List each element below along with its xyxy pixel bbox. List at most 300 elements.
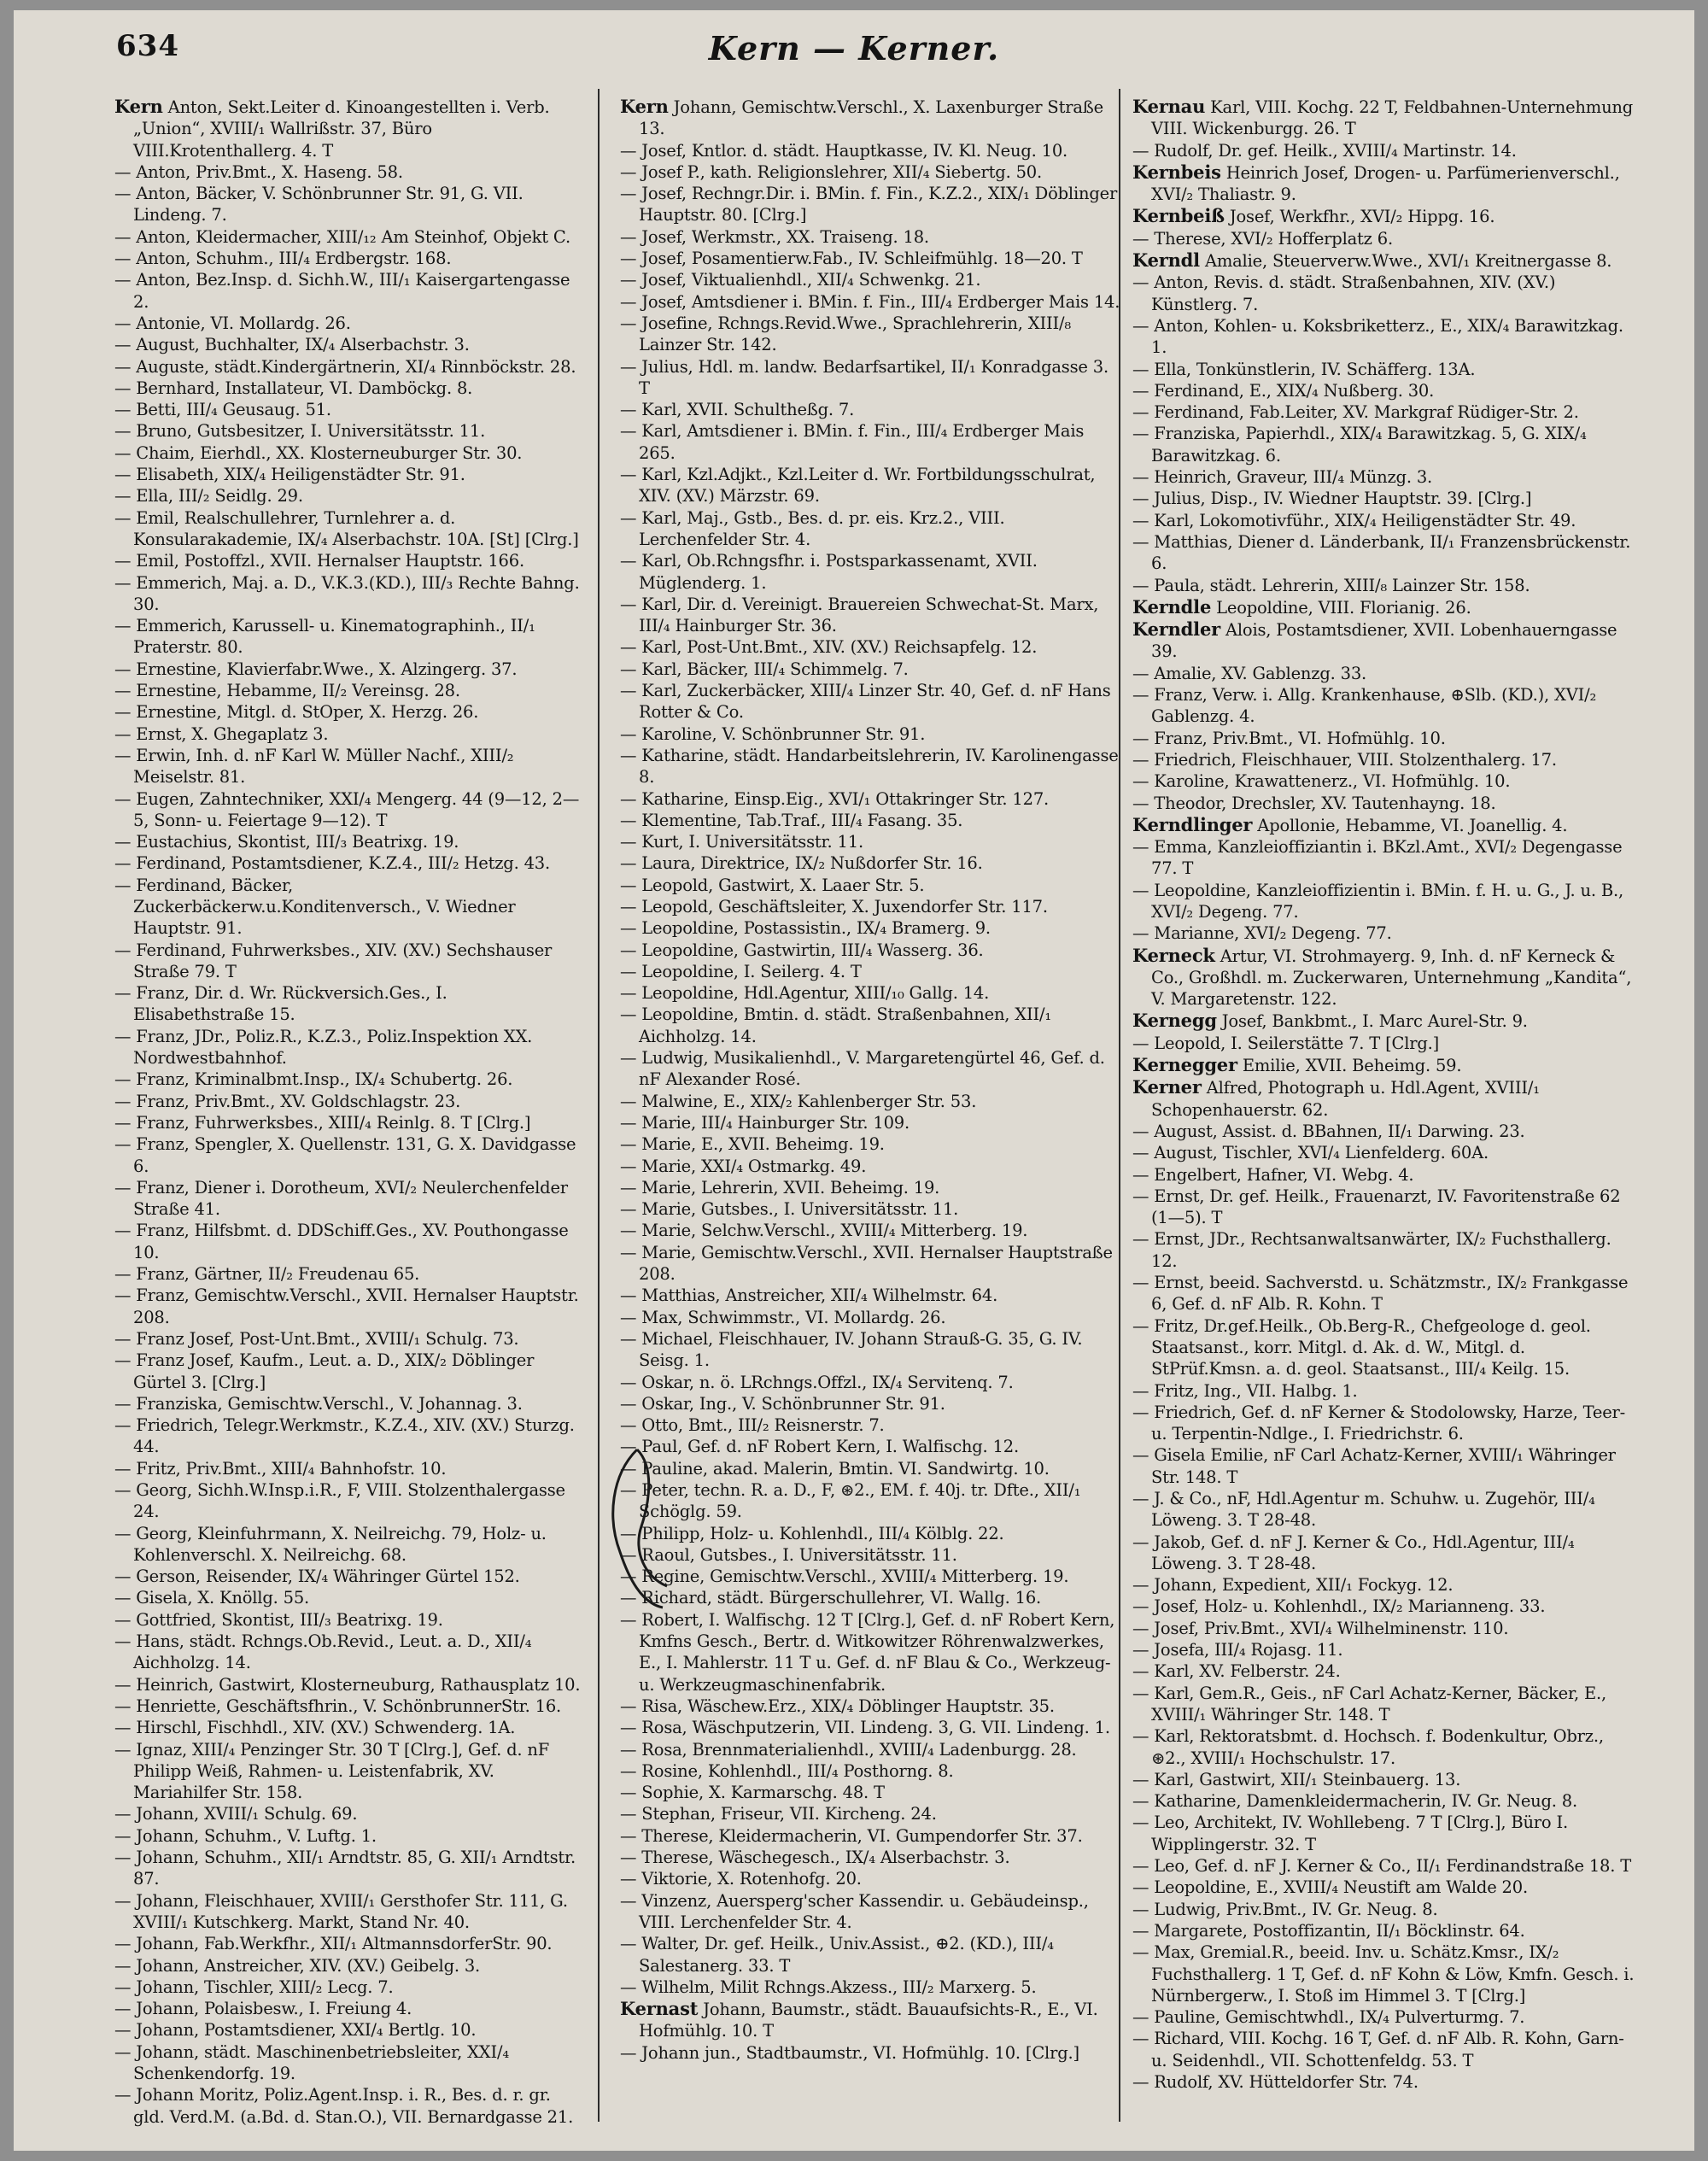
entry-text: — Ernestine, Mitgl. d. StOper, X. Herzg. 26.	[114, 702, 479, 723]
directory-entry	[620, 183, 1124, 226]
directory-entry	[620, 788, 1124, 810]
directory-entry	[114, 378, 582, 399]
entry-text: — Karl, Bäcker, III/₄ Schimmelg. 7.	[620, 659, 909, 679]
directory-entry	[114, 982, 582, 1026]
directory-entry	[114, 1263, 582, 1285]
entry-text: — Karl, Gem.R., Geis., nF Carl Achatz-Kerner, Bäcker, E., XVIII/₁ Währinger Str. 148. T	[1132, 1683, 1606, 1725]
entry-text: — Paul, Gef. d. nF Robert Kern, I. Walfischg. 12.	[620, 1437, 1019, 1457]
directory-entry	[620, 1739, 1124, 1760]
entry-text: — Johann, Anstreicher, XIV. (XV.) Geibelg. 3.	[114, 1955, 481, 1976]
entry-text: — August, Tischler, XVI/₄ Lienfelderg. 60A.	[1132, 1143, 1489, 1163]
entry-text: — Heinrich, Graveur, III/₄ Münzg. 3.	[1132, 467, 1433, 488]
entry-text: — Ferdinand, Fuhrwerksbes., XIV. (XV.) Sechshauser Straße 79. T	[114, 940, 553, 981]
entry-text: — Friedrich, Telegr.Werkmstr., K.Z.4., XIV. (XV.) Sturzg. 44.	[114, 1415, 575, 1457]
entry-text: Josef, Bankbmt., I. Marc Aurel-Str. 9.	[1216, 1011, 1528, 1032]
entry-text: — Ludwig, Priv.Bmt., IV. Gr. Neug. 8.	[1132, 1899, 1438, 1919]
directory-entry	[620, 1566, 1124, 1587]
entry-text: — Anton, Revis. d. städt. Straßenbahnen, XIV. (XV.) Künstlerg. 7.	[1132, 272, 1556, 314]
directory-entry	[620, 550, 1124, 594]
directory-entry	[114, 1955, 582, 1977]
directory-entry	[1132, 663, 1636, 684]
directory-entry	[1132, 1683, 1636, 1726]
directory-entry	[1132, 1899, 1636, 1920]
directory-entry	[620, 2042, 1124, 2064]
directory-entry	[620, 1933, 1124, 1977]
entry-text: — Oskar, n. ö. LRchngs.Offzl., IX/₄ Servitenq. 7.	[620, 1372, 1014, 1392]
entry-text: Emilie, XVII. Beheimg. 59.	[1237, 1056, 1462, 1076]
directory-entry	[114, 226, 582, 248]
entry-text: — Franz, Priv.Bmt., VI. Hofmühlg. 10.	[1132, 728, 1446, 748]
entry-text: — Karl, XVII. Schultheßg. 7.	[620, 400, 855, 420]
surname: Kerneck	[1132, 944, 1215, 966]
directory-entry	[114, 1631, 582, 1674]
directory-entry	[620, 1133, 1124, 1155]
entry-text: — Anton, Kleidermacher, XIII/₁₂ Am Steinhof, Objekt C.	[114, 226, 570, 247]
directory-entry	[114, 399, 582, 420]
directory-entry	[1132, 1186, 1636, 1229]
directory-entry	[114, 831, 582, 852]
entry-text: — Karoline, V. Schönbrunner Str. 91.	[620, 723, 926, 744]
entry-text: Apollonie, Hebamme, VI. Joanellig. 4.	[1252, 815, 1568, 835]
entry-text: — Ella, III/₂ Seidlg. 29.	[114, 486, 303, 507]
directory-entry-heading	[620, 96, 1124, 140]
entry-text: — Karl, Rektoratsbmt. d. Hochsch. f. Bodenkultur, Obrz., ⊛2., XVIII/₁ Hochschulstr. 17.	[1132, 1726, 1604, 1768]
directory-entry	[620, 1177, 1124, 1198]
entry-text: — Marianne, XVI/₂ Degeng. 77.	[1132, 923, 1392, 944]
directory-entry	[620, 680, 1124, 723]
entry-text: — Paula, städt. Lehrerin, XIII/₈ Lainzer Str. 158.	[1132, 575, 1530, 595]
entry-text: — Johann, Expedient, XII/₁ Fockyg. 12.	[1132, 1575, 1454, 1596]
directory-entry	[114, 2041, 582, 2085]
entry-text: — Leopold, Gastwirt, X. Laaer Str. 5.	[620, 875, 925, 895]
entry-text: — Vinzenz, Auersperg'scher Kassendir. u. Gebäudeinsp., VIII. Lerchenfelder Str. 4.	[620, 1890, 1089, 1932]
directory-entry	[1132, 2028, 1636, 2071]
entry-text: — Klementine, Tab.Traf., III/₄ Fasang. 35.	[620, 810, 963, 830]
entry-text: — Margarete, Postoffizantin, II/₁ Böcklinstr. 64.	[1132, 1920, 1525, 1941]
entry-text: — Raoul, Gutsbes., I. Universitätsstr. 11.	[620, 1544, 957, 1565]
page-title: Kern — Kerner.	[708, 29, 1000, 67]
entry-text: — Ferdinand, Fab.Leiter, XV. Markgraf Rüdiger-Str. 2.	[1132, 402, 1579, 423]
directory-entry	[620, 248, 1124, 269]
entry-text: — Johann, Tischler, XIII/₂ Lecg. 7.	[114, 1977, 394, 1997]
directory-entry	[114, 248, 582, 269]
entry-text: — Therese, XVI/₂ Hofferplatz 6.	[1132, 228, 1393, 249]
directory-entry	[1132, 793, 1636, 814]
entry-text: — Franz, Fuhrwerksbes., XIII/₄ Reinlg. 8. T [Clrg.]	[114, 1112, 531, 1133]
entry-text: — Friedrich, Fleischhauer, VIII. Stolzenthalerg. 17.	[1132, 749, 1557, 770]
directory-entry	[620, 1825, 1124, 1847]
directory-entry	[1132, 531, 1636, 575]
directory-entry	[620, 313, 1124, 356]
directory-entry	[1132, 1725, 1636, 1769]
entry-text: — Peter, techn. R. a. D., F, ⊛2., EM. f. 40j. tr. Dfte., XII/₁ Schöglg. 59.	[620, 1480, 1081, 1522]
entry-text: Artur, VI. Strohmayerg. 9, Inh. d. nF Kerneck & Co., Großhdl. m. Zuckerwaren, Unternehmung „Kandita“, V. Margaretenstr. 122.	[1151, 946, 1632, 1010]
directory-entry	[620, 1198, 1124, 1220]
entry-text: — Michael, Fleischhauer, IV. Johann Strauß-G. 35, G. IV. Seisg. 1.	[620, 1328, 1083, 1371]
directory-entry	[1132, 1769, 1636, 1790]
entry-text: — Franz, Priv.Bmt., XV. Goldschlagstr. 23.	[114, 1091, 461, 1111]
directory-entry	[114, 2019, 582, 2041]
entry-text: — Karl, Lokomotivführ., XIX/₄ Heiligenstädter Str. 49.	[1132, 510, 1576, 530]
directory-entry	[1132, 684, 1636, 728]
directory-entry	[114, 1414, 582, 1458]
entry-text: — Richard, städt. Bürgerschullehrer, VI. Wallg. 16.	[620, 1588, 1042, 1608]
entry-text: — Karl, Dir. d. Vereinigt. Brauereien Schwechat-St. Marx, III/₄ Hainburger Str. 36.	[620, 594, 1099, 636]
directory-entry	[1132, 2006, 1636, 2028]
entry-text: — Franz, Verw. i. Allg. Krankenhause, ⊕Slb. (KD.), XVI/₂ Gablenzg. 4.	[1132, 685, 1597, 727]
entry-text: — Georg, Kleinfuhrmann, X. Neilreichg. 79, Holz- u. Kohlenverschl. X. Neilreichg. 68.	[114, 1523, 547, 1565]
entry-text: — Pauline, akad. Malerin, Bmtin. VI. Sandwirtg. 10.	[620, 1458, 1050, 1479]
surname: Kerndle	[1132, 595, 1212, 618]
entry-text: — Leopold, Geschäftsleiter, X. Juxendorfer Str. 117.	[620, 896, 1048, 917]
directory-entry	[1132, 1228, 1636, 1272]
entry-text: — Johann, Polaisbesw., I. Freiung 4.	[114, 1999, 412, 2019]
entry-text: — Franz, Gemischtw.Verschl., XVII. Hernalser Hauptstr. 208.	[114, 1285, 579, 1327]
directory-entry	[114, 356, 582, 378]
directory-entry	[114, 1674, 582, 1695]
entry-text: Alfred, Photograph u. Hdl.Agent, XVIII/₁ Schopenhauerstr. 62.	[1151, 1078, 1540, 1120]
directory-entry	[620, 399, 1124, 420]
directory-entry	[114, 1177, 582, 1221]
entry-text: — Ferdinand, Bäcker, Zuckerbäckerw.u.Konditenversch., V. Wiedner Hauptstr. 91.	[114, 875, 516, 939]
directory-entry	[114, 183, 582, 226]
directory-entry	[620, 1695, 1124, 1717]
entry-text: — Marie, Lehrerin, XVII. Beheimg. 19.	[620, 1177, 940, 1198]
directory-entry	[620, 1091, 1124, 1112]
entry-text: — Eugen, Zahntechniker, XXI/₄ Mengerg. 44 (9—12, 2—5, Sonn- u. Feiertage 9—12). T	[114, 788, 580, 830]
directory-entry	[114, 1890, 582, 1934]
surname: Kernegg	[1132, 1010, 1217, 1032]
directory-entry	[620, 1112, 1124, 1133]
directory-entry	[620, 1393, 1124, 1414]
directory-entry-heading	[1132, 618, 1636, 663]
directory-entry	[114, 2084, 582, 2128]
directory-entry	[114, 550, 582, 571]
entry-text: — Georg, Sichh.W.Insp.i.R., F, VIII. Stolzenthalergasse 24.	[114, 1480, 565, 1522]
entry-text: — Emil, Realschullehrer, Turnlehrer a. d. Konsularakademie, IX/₄ Alserbachstr. 10A. [St] [Clrg.]	[114, 507, 579, 549]
entry-text: Johann, Gemischtw.Verschl., X. Laxenburger Straße 13.	[639, 97, 1103, 139]
directory-entry	[620, 1372, 1124, 1393]
directory-entry	[1132, 140, 1636, 161]
entry-text: — Franz Josef, Post-Unt.Bmt., XVIII/₁ Schulg. 73.	[114, 1328, 519, 1349]
directory-entry	[114, 1133, 582, 1177]
entry-text: — Leopoldine, Gastwirtin, III/₄ Wasserg. 36.	[620, 940, 984, 960]
entry-text: — Leopoldine, Hdl.Agentur, XIII/₁₀ Gallg. 14.	[620, 983, 990, 1004]
entry-text: — Marie, III/₄ Hainburger Str. 109.	[620, 1112, 910, 1133]
entry-text: — Josefa, III/₄ Rojasg. 11.	[1132, 1640, 1343, 1660]
entry-text: — Walter, Dr. gef. Heilk., Univ.Assist., ⊕2. (KD.), III/₄ Salestanerg. 33. T	[620, 1934, 1054, 1976]
directory-entry	[620, 1047, 1124, 1091]
entry-text: — Elisabeth, XIX/₄ Heiligenstädter Str. 91.	[114, 465, 465, 485]
surname: Kerndler	[1132, 618, 1220, 641]
entry-text: — Marie, Selchw.Verschl., XVIII/₄ Mitterberg. 19.	[620, 1221, 1028, 1241]
entry-text: — Matthias, Diener d. Länderbank, II/₁ Franzensbrückenstr. 6.	[1132, 531, 1631, 574]
column-divider	[598, 89, 600, 2122]
column-3	[1132, 96, 1636, 2103]
entry-text: — Max, Schwimmstr., VI. Mollardg. 26.	[620, 1307, 946, 1327]
entry-text: — Karl, Amtsdiener i. BMin. f. Fin., III/₄ Erdberger Mais 265.	[620, 421, 1085, 463]
entry-text: — Franz, Kriminalbmt.Insp., IX/₄ Schubertg. 26.	[114, 1069, 513, 1090]
entry-text: — Henriette, Geschäftsfhrin., V. SchönbrunnerStr. 16.	[114, 1695, 562, 1716]
directory-entry	[620, 917, 1124, 939]
directory-entry	[620, 1458, 1124, 1479]
entry-text: — Johann Moritz, Poliz.Agent.Insp. i. R., Bes. d. r. gr. gld. Verd.M. (a.Bd. d. Stan.O.), VII. Bernardgasse 21.	[114, 2085, 574, 2127]
entry-text: — Josef, Werkmstr., XX. Traiseng. 18.	[620, 226, 929, 247]
entry-text: — Johann, städt. Maschinenbetriebsleiter, XXI/₄ Schenkendorfg. 19.	[114, 2041, 509, 2084]
directory-entry	[114, 1069, 582, 1090]
directory-entry	[620, 161, 1124, 183]
entry-text: — Josef, Viktualienhdl., XII/₄ Schwenkg. 21.	[620, 270, 981, 290]
entry-text: — Engelbert, Hafner, VI. Webg. 4.	[1132, 1164, 1414, 1185]
pen-scribble-mark	[603, 1441, 680, 1612]
surname: Kernbeis	[1132, 161, 1221, 183]
directory-entry	[114, 1458, 582, 1479]
entry-text: — Josef, Priv.Bmt., XVI/₄ Wilhelminenstr. 110.	[1132, 1618, 1509, 1638]
directory-entry	[620, 1587, 1124, 1608]
entry-text: — Katharine, Einsp.Eig., XVI/₁ Ottakringer Str. 127.	[620, 788, 1050, 809]
directory-entry	[1132, 315, 1636, 359]
directory-entry	[620, 745, 1124, 788]
directory-entry	[620, 291, 1124, 313]
directory-entry-heading	[1132, 596, 1636, 618]
entry-text: — Hans, städt. Rchngs.Ob.Revid., Leut. a. D., XII/₄ Aichholzg. 14.	[114, 1631, 532, 1673]
entry-text: — August, Assist. d. BBahnen, II/₁ Darwing. 23.	[1132, 1121, 1525, 1141]
directory-entry-heading	[1132, 945, 1636, 1010]
directory-entry	[114, 1523, 582, 1567]
directory-entry	[114, 1026, 582, 1069]
entry-text: — Gisela Emilie, nF Carl Achatz-Kerner, XVIII/₁ Währinger Str. 148. T	[1132, 1445, 1616, 1487]
entry-text: — Franziska, Papierhdl., XIX/₄ Barawitzkag. 5, G. XIX/₄ Barawitzkag. 6.	[1132, 424, 1587, 466]
directory-entry	[114, 1479, 582, 1523]
directory-entry	[620, 1760, 1124, 1782]
entry-text: — Karoline, Krawattenerz., VI. Hofmühlg. 10.	[1132, 771, 1511, 792]
entry-text: — Ferdinand, Postamtsdiener, K.Z.4., III/₂ Hetzg. 43.	[114, 853, 550, 874]
directory-entry	[1132, 466, 1636, 488]
entry-text: — Erwin, Inh. d. nF Karl W. Müller Nachf., XIII/₂ Meiselstr. 81.	[114, 745, 514, 788]
directory-entry-heading	[1132, 161, 1636, 206]
entry-text: — Leo, Architekt, IV. Wohllebeng. 7 T [Clrg.], Büro I. Wipplingerstr. 32. T	[1132, 1813, 1568, 1854]
entry-text: — Fritz, Dr.gef.Heilk., Ob.Berg-R., Chefgeologe d. geol. Staatsanst., korr. Mitgl. d. Ak. d. W., Mitgl. d. StPrüf.Kmsn. a. d. geol. Staatsanst., III/₄ Keilg. 15.	[1132, 1315, 1591, 1379]
entry-text: — Therese, Wäschegesch., IX/₄ Alserbachstr. 3.	[620, 1848, 1010, 1868]
entry-text: — Ella, Tonkünstlerin, IV. Schäfferg. 13A.	[1132, 359, 1476, 379]
entry-text: — Karl, Zuckerbäcker, XIII/₄ Linzer Str. 40, Gef. d. nF Hans Rotter & Co.	[620, 681, 1111, 723]
entry-text: — Josefine, Rchngs.Revid.Wwe., Sprachlehrerin, XIII/₈ Lainzer Str. 142.	[620, 313, 1071, 355]
entry-text: — Josef, Holz- u. Kohlenhdl., IX/₂ Marianneng. 33.	[1132, 1596, 1546, 1617]
entry-text: — Karl, Gastwirt, XII/₁ Steinbauerg. 13.	[1132, 1769, 1461, 1789]
directory-entry	[1132, 1790, 1636, 1812]
directory-entry	[114, 723, 582, 745]
directory-entry	[620, 269, 1124, 290]
entry-text: — Ludwig, Musikalienhdl., V. Margaretengürtel 46, Gef. d. nF Alexander Rosé.	[620, 1048, 1105, 1090]
entry-text: — Philipp, Holz- u. Kohlenhdl., III/₄ Kölblg. 22.	[620, 1523, 1004, 1543]
entry-text: — Richard, VIII. Kochg. 16 T, Gef. d. nF Alb. R. Kohn, Garn- u. Seidenhdl., VII. Schottenfeldg. 53. T	[1132, 2029, 1624, 2070]
directory-entry-heading	[1132, 96, 1636, 140]
directory-entry	[114, 572, 582, 616]
entry-text: Leopoldine, VIII. Florianig. 26.	[1211, 597, 1471, 618]
directory-entry	[620, 831, 1124, 852]
directory-entry	[114, 1803, 582, 1824]
entry-text: — Johann, Schuhm., XII/₁ Arndtstr. 85, G. XII/₁ Arndtstr. 87.	[114, 1848, 576, 1889]
directory-entry	[1132, 488, 1636, 509]
entry-text: — Pauline, Gemischtwhdl., IX/₄ Pulverturmg. 7.	[1132, 2007, 1525, 2028]
directory-entry	[114, 464, 582, 485]
directory-entry	[620, 659, 1124, 680]
directory-entry	[1132, 228, 1636, 249]
directory-entry	[1132, 1402, 1636, 1445]
directory-entry	[620, 1544, 1124, 1566]
entry-text: — Kurt, I. Universitätsstr. 11.	[620, 832, 863, 852]
entry-text: — Eustachius, Skontist, III/₃ Beatrixg. 19.	[114, 832, 459, 852]
directory-entry	[620, 1782, 1124, 1803]
entry-text: — Anton, Priv.Bmt., X. Haseng. 58.	[114, 161, 403, 182]
surname: Kerndl	[1132, 249, 1200, 272]
surname: Kernau	[1132, 96, 1206, 117]
directory-entry	[114, 659, 582, 680]
entry-text: — Fritz, Ing., VII. Halbg. 1.	[1132, 1380, 1358, 1401]
directory-entry	[620, 1220, 1124, 1241]
entry-text: — Franziska, Gemischtw.Verschl., V. Johannag. 3.	[114, 1393, 523, 1414]
entry-text: — Julius, Hdl. m. landw. Bedarfsartikel, II/₁ Konradgasse 3. T	[620, 356, 1108, 398]
entry-text: — Franz Josef, Kaufm., Leut. a. D., XIX/₂ Döblinger Gürtel 3. [Clrg.]	[114, 1350, 535, 1392]
directory-entry	[1132, 380, 1636, 401]
directory-entry	[1132, 423, 1636, 466]
entry-text: Amalie, Steuerverw.Wwe., XVI/₁ Kreitnergasse 8.	[1199, 251, 1612, 272]
entry-text: — Gerson, Reisender, IX/₄ Währinger Gürtel 152.	[114, 1567, 520, 1587]
entry-text: — Regine, Gemischtw.Verschl., XVIII/₄ Mitterberg. 19.	[620, 1567, 1069, 1587]
directory-entry	[1132, 1855, 1636, 1877]
directory-entry	[114, 1285, 582, 1328]
directory-entry	[620, 961, 1124, 982]
entry-text: — Rosa, Brennmaterialienhdl., XVIII/₄ Ladenburgg. 28.	[620, 1739, 1077, 1760]
entry-text: — Anton, Bez.Insp. d. Sichh.W., III/₁ Kaisergartengasse 2.	[114, 270, 570, 312]
entry-text: — Leopoldine, E., XVIII/₄ Neustift am Walde 20.	[1132, 1877, 1528, 1898]
directory-entry	[1132, 1660, 1636, 1682]
entry-text: — Emmerich, Maj. a. D., V.K.3.(KD.), III/₃ Rechte Bahng. 30.	[114, 572, 580, 614]
entry-text: — Risa, Wäschew.Erz., XIX/₄ Döblinger Hauptstr. 35.	[620, 1695, 1055, 1716]
directory-entry	[114, 1112, 582, 1133]
entry-text: — Johann, Fleischhauer, XVIII/₁ Gersthofer Str. 111, G. XVIII/₁ Kutschkerg. Markt, Stand Nr. 40.	[114, 1890, 568, 1932]
surname: Kerner	[1132, 1076, 1202, 1098]
directory-entry	[114, 1998, 582, 2019]
entry-text: — Josef, Kntlor. d. städt. Hauptkasse, IV. Kl. Neug. 10.	[620, 140, 1068, 161]
directory-entry	[1132, 1812, 1636, 1855]
directory-entry	[114, 1847, 582, 1890]
directory-entry	[620, 723, 1124, 745]
entry-text: — Emil, Postoffzl., XVII. Hernalser Hauptstr. 166.	[114, 551, 524, 571]
directory-entry	[114, 1587, 582, 1608]
directory-entry-heading	[620, 1998, 1124, 2042]
entry-text: — Johann, XVIII/₁ Schulg. 69.	[114, 1804, 358, 1824]
entry-text: — Franz, Dir. d. Wr. Rückversich.Ges., I. Elisabethstraße 15.	[114, 983, 447, 1025]
entry-text: — Leopoldine, I. Seilerg. 4. T	[620, 961, 862, 981]
entry-text: — Viktorie, X. Rotenhofg. 20.	[620, 1869, 862, 1889]
entry-text: — Ferdinand, E., XIX/₄ Nußberg. 30.	[1132, 380, 1435, 401]
directory-entry	[620, 1479, 1124, 1523]
directory-entry	[620, 1717, 1124, 1738]
directory-entry	[1132, 359, 1636, 380]
directory-entry	[1132, 1639, 1636, 1660]
directory-entry-heading	[1132, 1054, 1636, 1076]
directory-entry-heading	[1132, 1076, 1636, 1121]
directory-entry	[114, 615, 582, 659]
entry-text: — Josef P., kath. Religionslehrer, XII/₄ Siebertg. 50.	[620, 161, 1042, 182]
directory-entry	[620, 896, 1124, 917]
entry-text: — Rudolf, XV. Hütteldorfer Str. 74.	[1132, 2072, 1418, 2093]
directory-entry	[114, 1609, 582, 1631]
entry-text: — Leo, Gef. d. nF J. Kerner & Co., II/₁ Ferdinandstraße 18. T	[1132, 1856, 1632, 1877]
entry-text: — Leopoldine, Postassistin., IX/₄ Bramerg. 9.	[620, 918, 991, 939]
directory-entry	[114, 701, 582, 723]
entry-text: — Oskar, Ing., V. Schönbrunner Str. 91.	[620, 1393, 945, 1414]
directory-entry-heading	[114, 96, 582, 161]
directory-entry	[1132, 1618, 1636, 1639]
entry-text: — Ernst, Dr. gef. Heilk., Frauenarzt, IV. Favoritenstraße 62 (1—5). T	[1132, 1186, 1621, 1228]
directory-entry	[114, 1091, 582, 1112]
entry-text: — Bruno, Gutsbesitzer, I. Universitätsstr. 11.	[114, 421, 486, 442]
entry-text: — Julius, Disp., IV. Wiedner Hauptstr. 39. [Clrg.]	[1132, 489, 1532, 509]
entry-text: — Hirschl, Fischhdl., XIV. (XV.) Schwenderg. 1A.	[114, 1718, 516, 1738]
entry-text: — Rosa, Wäschputzerin, VII. Lindeng. 3, G. VII. Lindeng. 1.	[620, 1718, 1110, 1738]
entry-text: — Karl, Post-Unt.Bmt., XIV. (XV.) Reichsapfelg. 12.	[620, 637, 1038, 658]
entry-text: — Marie, XXI/₄ Ostmarkg. 49.	[620, 1156, 867, 1176]
directory-entry	[114, 334, 582, 355]
directory-entry	[114, 1350, 582, 1393]
directory-entry	[620, 1868, 1124, 1889]
entry-text: — Therese, Kleidermacherin, VI. Gumpendorfer Str. 37.	[620, 1825, 1083, 1846]
entry-text: — Marie, E., XVII. Beheimg. 19.	[620, 1134, 885, 1155]
entry-text: Heinrich Josef, Drogen- u. Parfümerienverschl., XVI/₂ Thaliastr. 9.	[1151, 162, 1620, 205]
entry-text: — Marie, Gutsbes., I. Universitätsstr. 11.	[620, 1199, 959, 1220]
entry-text: — Karl, XV. Felberstr. 24.	[1132, 1661, 1341, 1682]
directory-entry	[114, 161, 582, 183]
directory-entry	[114, 745, 582, 788]
column-2	[620, 96, 1124, 2103]
directory-entry	[1132, 836, 1636, 880]
entry-text: — Johann, Postamtsdiener, XXI/₄ Bertlg. 10.	[114, 2020, 477, 2041]
directory-entry	[1132, 1164, 1636, 1186]
directory-entry	[620, 1523, 1124, 1544]
directory-entry	[620, 1609, 1124, 1695]
entry-text: — Max, Gremial.R., beeid. Inv. u. Schätz.Kmsr., IX/₂ Fuchsthallerg. 1 T, Gef. d. nF Kohn & Löw, Kmfn. Gesch. i. Nürnbergerw., I. Stoß im Himmel 3. T [Clrg.]	[1132, 1942, 1635, 2006]
entry-text: — Emma, Kanzleioffiziantin i. BKzl.Amt., XVI/₂ Degengasse 77. T	[1132, 837, 1623, 879]
entry-text: — Ernestine, Hebamme, II/₂ Vereinsg. 28.	[114, 681, 460, 701]
directory-entry	[620, 420, 1124, 464]
entry-text: — J. & Co., nF, Hdl.Agentur m. Schuhw. u. Zugehör, III/₄ Löweng. 3. T 28-48.	[1132, 1489, 1595, 1531]
directory-entry	[620, 507, 1124, 551]
entry-text: — August, Buchhalter, IX/₄ Alserbachstr. 3.	[114, 335, 470, 355]
entry-text: — Theodor, Drechsler, XV. Tautenhayng. 18.	[1132, 793, 1496, 813]
entry-text: — Ernst, JDr., Rechtsanwaltsanwärter, IX/₂ Fuchsthallerg. 12.	[1132, 1229, 1611, 1271]
entry-text: — Friedrich, Gef. d. nF Kerner & Stodolowsky, Harze, Teer- u. Terpentin-Ndlge., I. Friedrichstr. 6.	[1132, 1402, 1626, 1444]
directory-entry	[620, 1803, 1124, 1824]
entry-text: — Franz, Diener i. Dorotheum, XVI/₂ Neulerchenfelder Straße 41.	[114, 1177, 568, 1220]
entry-text: — Auguste, städt.Kindergärtnerin, XI/₄ Rinnböckstr. 28.	[114, 356, 576, 377]
column-1	[114, 96, 582, 2127]
directory-entry	[114, 788, 582, 832]
entry-text: — Betti, III/₄ Geusaug. 51.	[114, 400, 331, 420]
directory-page	[14, 10, 1694, 2151]
directory-entry	[1132, 880, 1636, 923]
entry-text: — Josef, Amtsdiener i. BMin. f. Fin., III/₄ Erdberger Mais 14.	[620, 291, 1120, 312]
directory-entry	[1132, 770, 1636, 792]
entry-text: Alois, Postamtsdiener, XVII. Lobenhauerngasse 39.	[1151, 620, 1617, 662]
entry-text: — Franz, Spengler, X. Quellenstr. 131, G. X. Davidgasse 6.	[114, 1134, 576, 1176]
entry-text: — Ernestine, Klavierfabr.Wwe., X. Alzingerg. 37.	[114, 659, 518, 679]
directory-entry	[1132, 1488, 1636, 1531]
directory-entry-heading	[1132, 1010, 1636, 1032]
directory-entry	[114, 313, 582, 334]
entry-text: — Antonie, VI. Mollardg. 26.	[114, 313, 351, 333]
